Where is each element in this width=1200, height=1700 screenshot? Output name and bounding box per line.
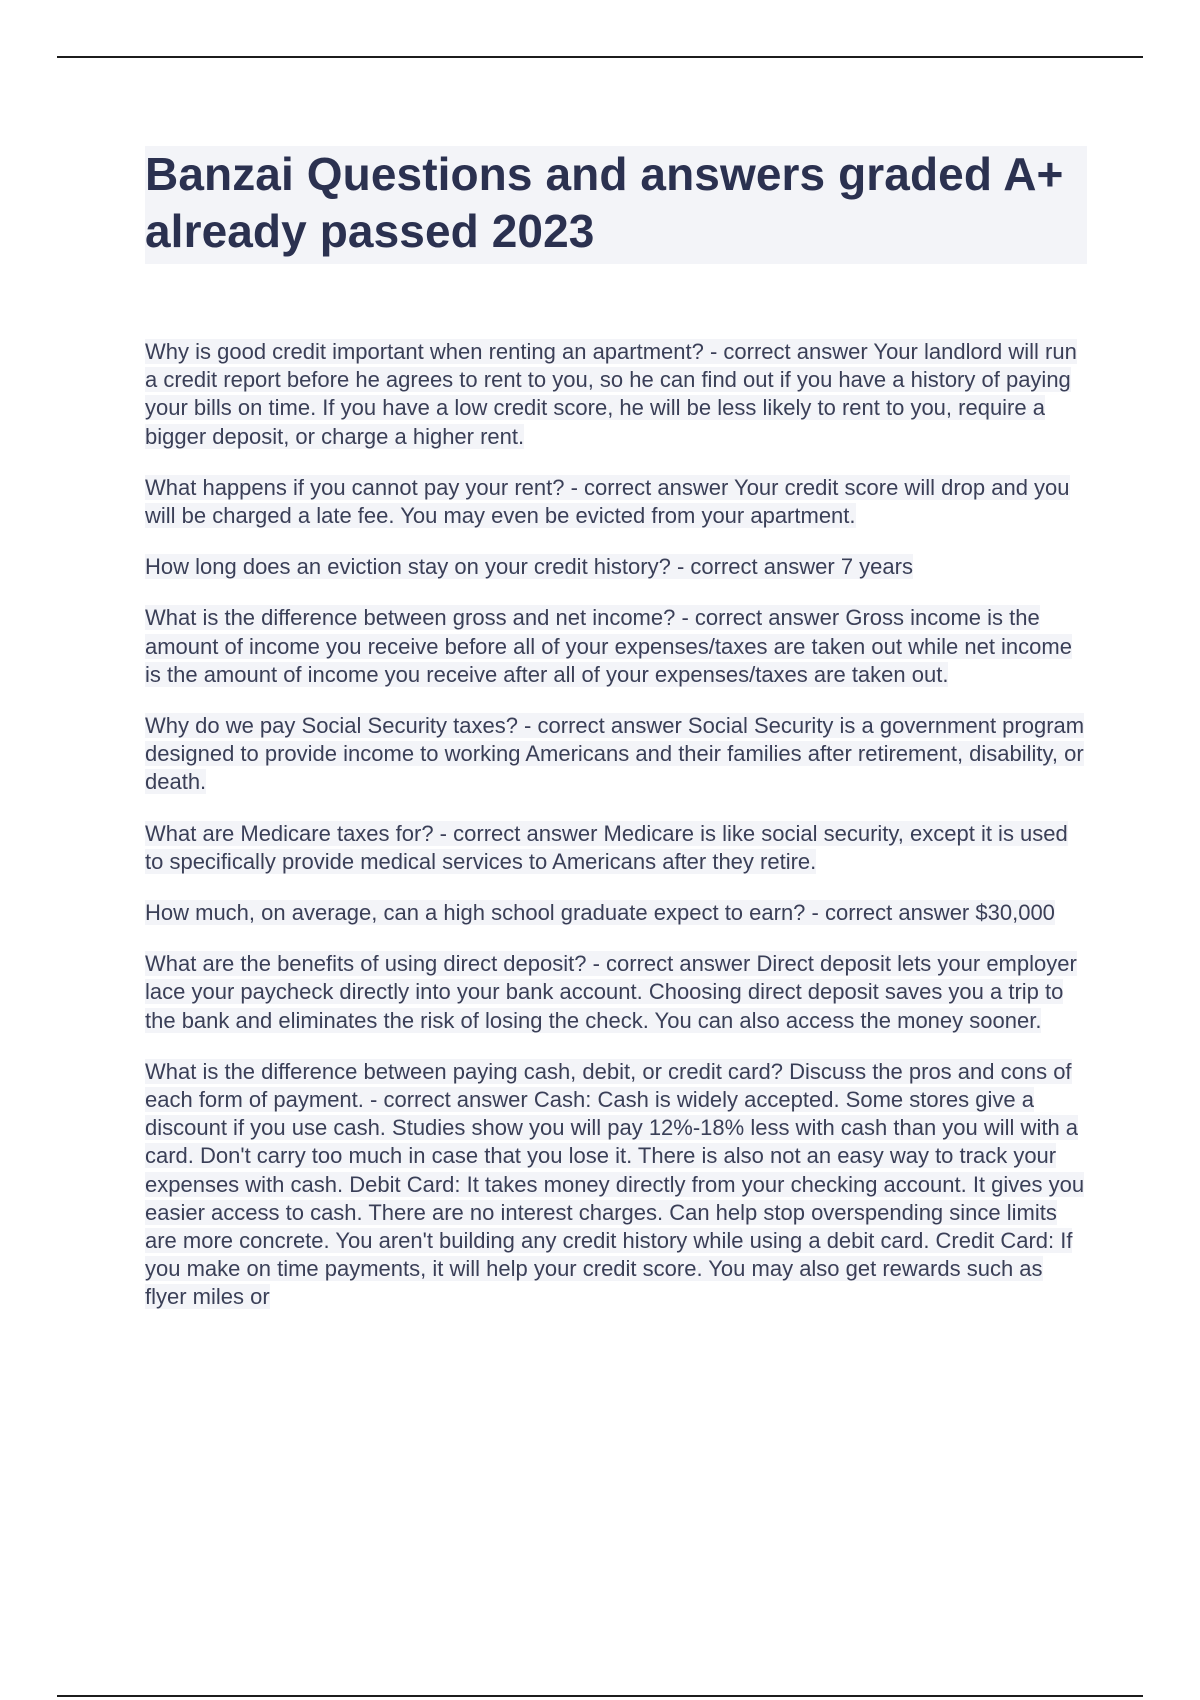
answer-text: Medicare is like social security, except it is used to specifically provide medical services to Americans after they retire.	[145, 820, 1068, 874]
qa-item	[145, 1058, 1090, 1312]
title-block	[145, 146, 1087, 264]
answer-marker: correct answer	[824, 900, 970, 926]
answer-text: Cash: Cash is widely accepted. Some stores give a discount if you use cash. Studies show you will pay 12%-18% less with cash than you will with a card. Don't carry too much in case that you lose it. There is also not an easy way to track your expenses with cash. Debit Card: It takes money directly from your checking account. It gives you easier access to cash. There are no interest charges. Can help stop overspending since limits are more concrete. You aren't building any credit history while using a debit card. Credit Card: If you make on time payments, it will help your credit score. You may also get rewards such as flyer miles or	[145, 1087, 1085, 1310]
answer-text: Gross income is the amount of income you receive before all of your expenses/taxes are taken out while net income is the amount of income you receive after all of your expenses/taxes are taken out.	[145, 605, 1072, 687]
answer-text: Direct deposit lets your employer lace your paycheck directly into your bank account. Choosing direct deposit saves you a trip to the bank and eliminates the risk of losing the check. You can also access the money sooner.	[145, 951, 1077, 1033]
qa-item	[145, 950, 1090, 1035]
qa-item	[145, 899, 1090, 927]
question-text: What are the benefits of using direct deposit? -	[145, 951, 600, 977]
answer-text: Your credit score will drop and you will be charged a late fee. You may even be evicted from your apartment.	[145, 474, 1070, 529]
answer-marker: correct answer	[723, 339, 868, 364]
answer-text: Social Security is a government program designed to provide income to working Americans and their families after retirement, disability, or death.	[145, 713, 1085, 795]
qa-item	[145, 553, 1090, 581]
answer-marker: correct answer	[537, 713, 682, 739]
question-text: What is the difference between gross and net income? -	[145, 605, 689, 631]
qa-item	[145, 604, 1090, 689]
question-text: What are Medicare taxes for? -	[145, 820, 448, 846]
answer-text: Your landlord will run a credit report before he agrees to rent to you, so he can find out if you have a history of paying your bills on time. If you have a low credit score, he will be less likely to rent to you, require a bigger deposit, or charge a higher rent.	[145, 339, 1077, 449]
answer-marker: correct answer	[584, 474, 729, 500]
question-text: How much, on average, can a high school graduate expect to earn? -	[145, 900, 819, 926]
answer-marker: correct answer	[383, 1087, 528, 1113]
qa-item	[145, 338, 1090, 451]
question-text: Why is good credit important when renting an apartment? -	[145, 339, 718, 364]
answer-text: $30,000	[975, 900, 1055, 926]
answer-marker: correct answer	[690, 554, 835, 580]
question-text: What happens if you cannot pay your rent? -	[145, 474, 578, 500]
top-rule	[57, 56, 1143, 58]
question-text: How long does an eviction stay on your credit history? -	[145, 554, 685, 580]
bottom-rule	[57, 1695, 1143, 1697]
qa-item	[145, 712, 1090, 797]
qa-list	[145, 338, 1090, 1335]
answer-marker: correct answer	[453, 820, 598, 846]
answer-marker: correct answer	[606, 951, 751, 977]
qa-item	[145, 474, 1090, 530]
answer-marker: correct answer	[694, 605, 840, 631]
page-title: Banzai Questions and answers graded A+ already passed 2023	[145, 148, 1064, 257]
answer-text: 7 years	[840, 554, 913, 580]
question-text: Why do we pay Social Security taxes? -	[145, 713, 532, 739]
question-text: What is the difference between paying cash, debit, or credit card? Discuss the pros and cons of each form of payment. -	[145, 1058, 1072, 1113]
qa-item	[145, 820, 1090, 876]
